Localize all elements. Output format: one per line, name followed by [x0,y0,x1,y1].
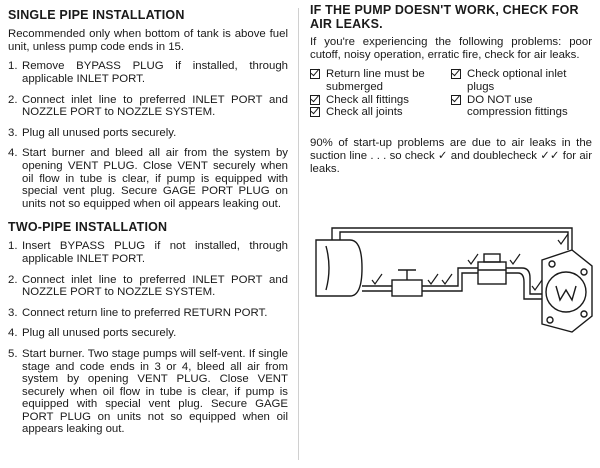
list-item [8,327,288,340]
checklist [310,68,592,118]
list-item [8,147,288,210]
step-number: 2. [8,273,18,286]
checkmark-icon [310,107,320,117]
step-text: Remove BYPASS PLUG if installed, through applicable INLET PORT. [22,60,288,85]
list-item [8,94,288,119]
two-pipe-title: TWO-PIPE INSTALLATION [8,220,168,235]
checklist-item [310,106,451,119]
column-divider [298,8,299,460]
step-number: 4. [8,327,18,340]
step-number: 3. [8,126,18,139]
list-item [8,307,288,320]
step-number: 3. [8,306,18,319]
step-text: Connect inlet line to preferred INLET PORT and NOZZLE PORT to NOZZLE SYSTEM. [22,93,288,119]
air-leak-note: 90% of start-up problems are due to air leaks in the suction line . . . so check ✓ and doublecheck ✓✓ for air leaks. [310,136,592,176]
step-text: Insert BYPASS PLUG if not installed, through applicable INLET PORT. [22,240,288,265]
oil-tank [316,232,362,296]
left-column [8,0,288,444]
checklist-text: Return line must be submerged [326,68,425,93]
checklist-text: Check all fittings [326,93,409,106]
step-text: Plug all unused ports securely. [22,126,177,139]
troubleshoot-title: IF THE PUMP DOESN'T WORK, CHECK FOR AIR LEAKS. [310,3,579,31]
checklist-text: DO NOT use compression fittings [467,93,568,119]
step-text: Start burner. Two stage pumps will self-vent. If single stage and code ends in 3 or 4, bleed all air from system by opening VENT PLUG. Close VENT securely when oil flow in tube is clear, if pump is equipped with special vent plug. Secure GAGE PORT PLUG on units not so equipped when oil appears leaking out. [22,347,288,436]
checklist-left [310,68,451,118]
step-text: Start burner and bleed all air from the system by opening VENT PLUG. Close VENT securely when oil flow in tube is clear, if pump is equipped with special vent plug. Secure GAGE PORT PLUG on units not so equipped when oil appears leaking out. [22,147,288,210]
step-number: 5. [8,347,18,360]
list-item [8,127,288,140]
suction-line [362,268,542,299]
checkmark-icon [451,69,461,79]
troubleshoot-intro: If you're experiencing the following problems: poor cutoff, noisy operation, erratic fire, check for air leaks. [310,36,592,62]
step-number: 4. [8,147,18,160]
right-column [310,0,592,176]
step-text: Connect inlet line to preferred INLET PORT and NOZZLE PORT to NOZZLE SYSTEM. [22,273,288,299]
valve [392,270,422,296]
checklist-text: Check optional inlet plugs [467,68,567,93]
single-pipe-intro: Recommended only when bottom of tank is above fuel unit, unless pump code ends in 15. [8,28,288,54]
step-number: 1. [8,240,18,253]
checklist-item [310,68,451,93]
checklist-right [451,68,592,118]
checkmark-icon [310,95,320,105]
checklist-item [451,68,592,93]
list-item [8,274,288,299]
step-text: Plug all unused ports securely. [22,327,177,340]
checklist-item [451,94,592,119]
checkmark-icon [310,69,320,79]
step-number: 1. [8,60,18,73]
step-number: 2. [8,93,18,106]
two-pipe-steps [8,240,288,436]
list-item [8,348,288,436]
checklist-text: Check all joints [326,106,403,119]
pump-installation-diagram [310,220,595,360]
checklist-item [310,94,451,107]
single-pipe-title: SINGLE PIPE INSTALLATION [8,8,185,22]
filter [478,254,506,284]
pump-unit [542,250,592,332]
checkmark-icon [451,95,461,105]
step-text: Connect return line to preferred RETURN PORT. [22,306,268,319]
single-pipe-steps [8,60,288,210]
return-line [332,228,572,250]
list-item [8,60,288,85]
checkmark-icon [372,234,568,290]
list-item [8,240,288,265]
